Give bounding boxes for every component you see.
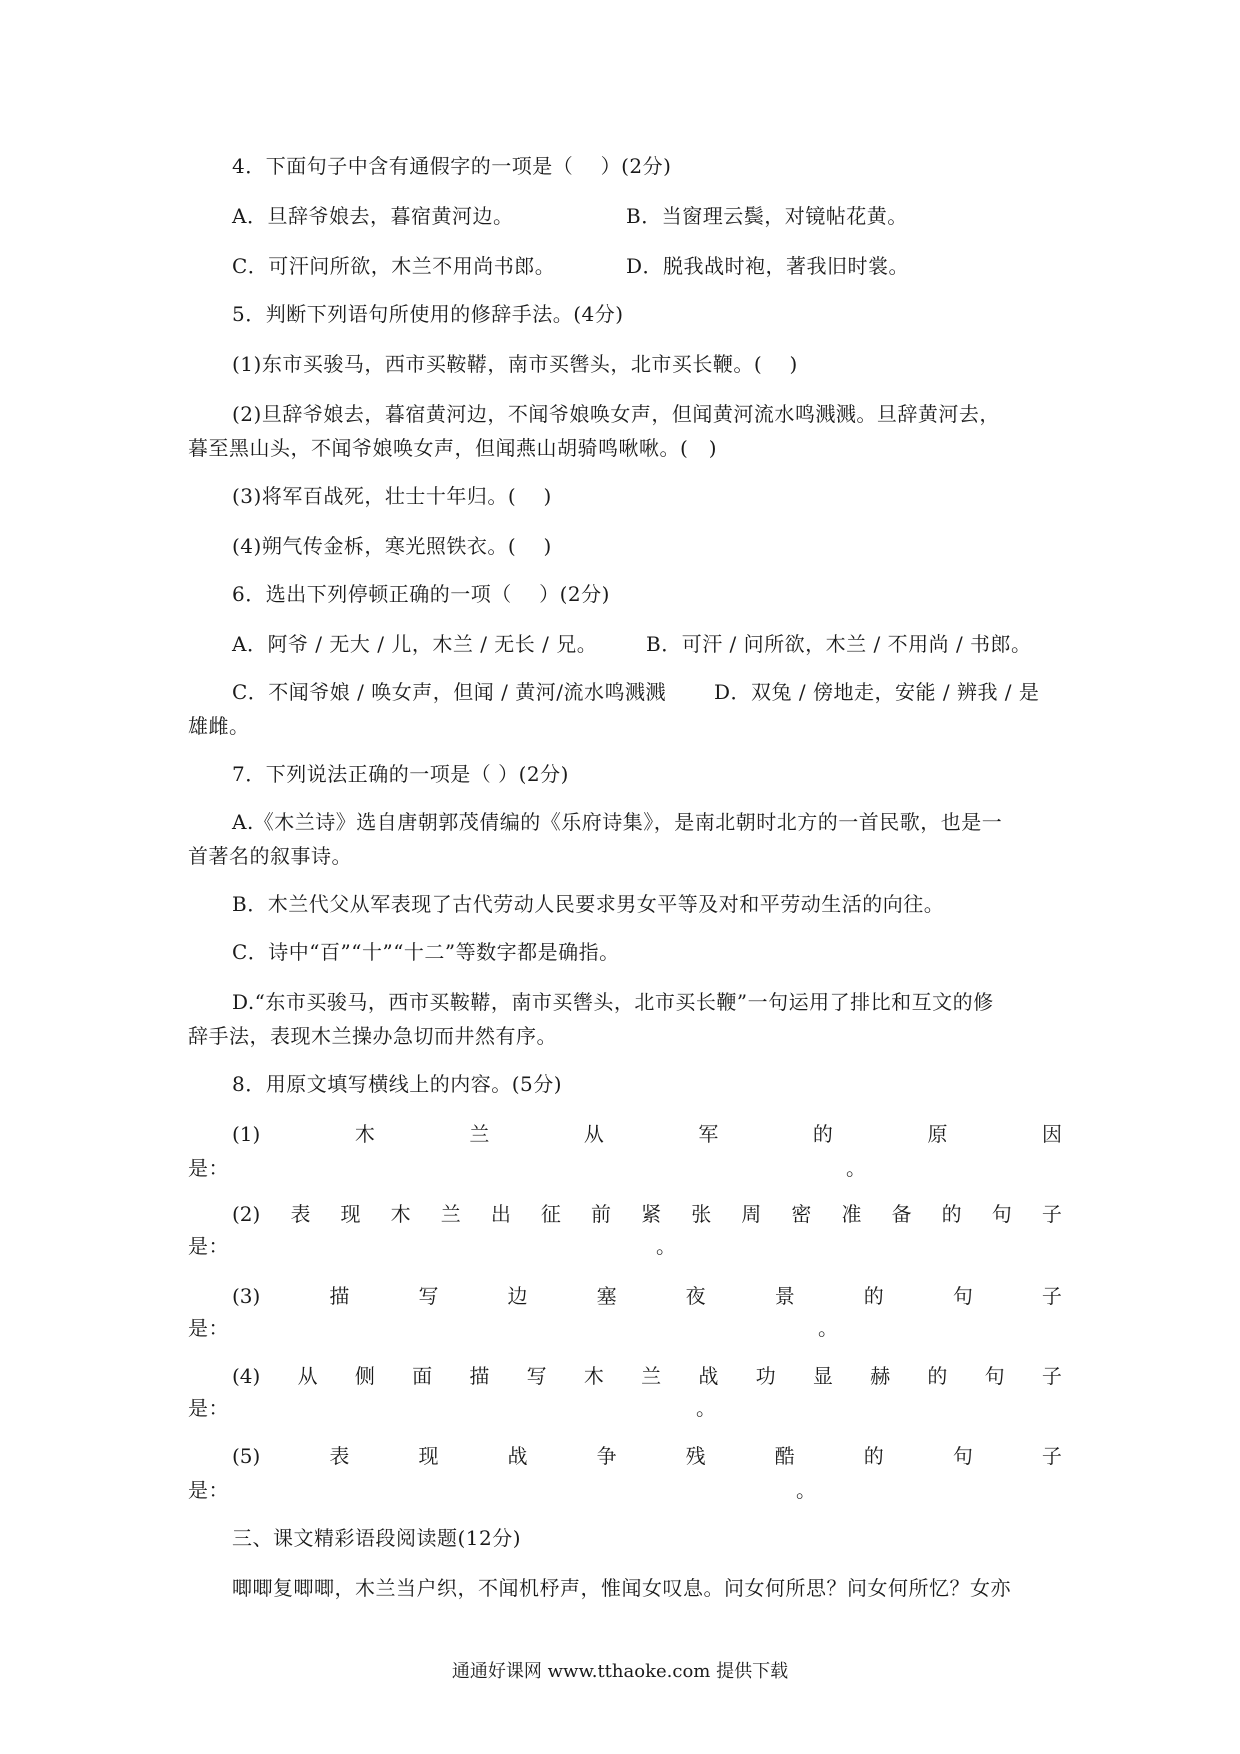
q8-item-2-char: 出 <box>490 1202 511 1226</box>
q8-item-3-answer-label: 是： <box>188 1316 229 1340</box>
q8-item-4-char: 兰 <box>641 1364 662 1388</box>
q8-item-4-char: 的 <box>927 1364 948 1388</box>
q8-item-3-char: 夜 <box>685 1284 706 1308</box>
q8-item-4-char: 从 <box>297 1364 318 1388</box>
q8-item-2-char: 准 <box>841 1202 862 1226</box>
q8-item-5-char: 句 <box>952 1444 973 1468</box>
q8-item-2-char: 征 <box>540 1202 561 1226</box>
q8-item-3-char: 塞 <box>596 1284 617 1308</box>
q8-item-3-char: 的 <box>863 1284 884 1308</box>
q8-item-1-char: 军 <box>698 1122 719 1146</box>
q6-option-a: A．阿爷 / 无大 / 儿，木兰 / 无长 / 兄。 <box>232 632 598 656</box>
q8-item-5-char: 争 <box>596 1444 617 1468</box>
q8-item-4-char: 面 <box>412 1364 433 1388</box>
q8-item-4-char: 显 <box>812 1364 833 1388</box>
q8-item-4-char: 描 <box>469 1364 490 1388</box>
q8-item-3-char: 写 <box>418 1284 439 1308</box>
q6-stem: 6．选出下列停顿正确的一项（ ）(2分) <box>232 582 610 606</box>
q8-item-5-char: 战 <box>507 1444 528 1468</box>
q8-item-5-answer-label: 是： <box>188 1478 229 1502</box>
q8-item-4-char: 句 <box>984 1364 1005 1388</box>
q8-item-4-char: 侧 <box>354 1364 375 1388</box>
q8-item-5-end: 。 <box>796 1478 817 1502</box>
q8-item-1 <box>232 1122 1062 1146</box>
q5-sentence-1: (1)东市买骏马，西市买鞍鞯，南市买辔头，北市买长鞭。( ) <box>232 352 798 376</box>
q8-item-2-char: 紧 <box>641 1202 662 1226</box>
q4-option-a: A．旦辞爷娘去，暮宿黄河边。 <box>232 204 514 228</box>
q8-item-2-char: 张 <box>691 1202 712 1226</box>
q8-item-4-char: (4) <box>232 1364 261 1388</box>
q8-item-5-char: (5) <box>232 1444 261 1468</box>
q8-item-5-char: 现 <box>418 1444 439 1468</box>
q8-item-3-char: 子 <box>1041 1284 1062 1308</box>
q8-item-4-char: 战 <box>698 1364 719 1388</box>
q8-item-3-end: 。 <box>818 1316 839 1340</box>
q8-item-4-char: 功 <box>755 1364 776 1388</box>
q7-option-d-line-1: D.“东市买骏马，西市买鞍鞯，南市买辔头，北市买长鞭”一句运用了排比和互文的修 <box>232 990 994 1014</box>
q8-item-2 <box>232 1202 1062 1226</box>
q8-item-1-char: 兰 <box>469 1122 490 1146</box>
q5-sentence-2-line-1: (2)旦辞爷娘去，暮宿黄河边，不闻爷娘唤女声，但闻黄河流水鸣溅溅。旦辞黄河去， <box>232 402 1000 426</box>
q8-stem: 8．用原文填写横线上的内容。(5分) <box>232 1072 563 1096</box>
q8-item-5 <box>232 1444 1062 1468</box>
q5-sentence-3: (3)将军百战死，壮士十年归。( ) <box>232 484 552 508</box>
q8-item-3-char: 边 <box>507 1284 528 1308</box>
q8-item-2-char: (2) <box>232 1202 261 1226</box>
q8-item-1-char: 从 <box>583 1122 604 1146</box>
q8-item-4-char: 赫 <box>870 1364 891 1388</box>
q7-option-c: C．诗中“百”“十”“十二”等数字都是确指。 <box>232 940 620 964</box>
q4-option-c: C．可汗问所欲，木兰不用尚书郎。 <box>232 254 556 278</box>
q8-item-1-char: 木 <box>354 1122 375 1146</box>
q7-option-d-line-2: 辞手法，表现木兰操办急切而井然有序。 <box>188 1024 557 1048</box>
q4-option-d: D．脱我战时袍，著我旧时裳。 <box>626 254 910 278</box>
q8-item-4 <box>232 1364 1062 1388</box>
q7-option-a-line-1: A.《木兰诗》选自唐朝郭茂倩编的《乐府诗集》，是南北朝时北方的一首民歌，也是一 <box>232 810 1003 834</box>
q8-item-2-char: 密 <box>791 1202 812 1226</box>
q8-item-4-answer-label: 是： <box>188 1396 229 1420</box>
q8-item-2-char: 的 <box>941 1202 962 1226</box>
q8-item-1-answer-label: 是： <box>188 1156 229 1180</box>
q8-item-3-char: 景 <box>774 1284 795 1308</box>
q8-item-1-char: 因 <box>1041 1122 1062 1146</box>
q8-item-2-char: 木 <box>390 1202 411 1226</box>
q8-item-4-char: 写 <box>526 1364 547 1388</box>
q8-item-2-char: 表 <box>290 1202 311 1226</box>
q6-option-b: B．可汗 / 问所欲，木兰 / 不用尚 / 书郎。 <box>646 632 1032 656</box>
q8-item-2-answer-label: 是： <box>188 1234 229 1258</box>
q7-option-b: B．木兰代父从军表现了古代劳动人民要求男女平等及对和平劳动生活的向往。 <box>232 892 945 916</box>
q8-item-2-char: 前 <box>591 1202 611 1226</box>
q8-item-1-end: 。 <box>846 1156 867 1180</box>
q8-item-2-char: 子 <box>1041 1202 1062 1226</box>
q8-item-5-char: 酷 <box>774 1444 795 1468</box>
q8-item-3-char: (3) <box>232 1284 261 1308</box>
q8-item-5-char: 残 <box>685 1444 706 1468</box>
q8-item-4-char: 子 <box>1041 1364 1062 1388</box>
q7-option-a-line-2: 首著名的叙事诗。 <box>188 844 352 868</box>
page-footer: 通通好课网 www.tthaoke.com 提供下载 <box>451 1661 789 1682</box>
section-3-title: 三、课文精彩语段阅读题(12分) <box>232 1526 522 1550</box>
q8-item-2-char: 句 <box>991 1202 1012 1226</box>
q8-item-5-char: 的 <box>863 1444 884 1468</box>
q7-stem: 7．下列说法正确的一项是（ ）(2分) <box>232 762 569 786</box>
q8-item-2-char: 周 <box>741 1202 762 1226</box>
q8-item-5-char: 表 <box>329 1444 350 1468</box>
q6-option-d-line-1: D．双兔 / 傍地走，安能 / 辨我 / 是 <box>714 680 1040 704</box>
q5-sentence-4: (4)朔气传金柝，寒光照铁衣。( ) <box>232 534 552 558</box>
q8-item-3 <box>232 1284 1062 1308</box>
q8-item-5-char: 子 <box>1041 1444 1062 1468</box>
q6-option-c: C．不闻爷娘 / 唤女声，但闻 / 黄河/流水鸣溅溅 <box>232 680 666 704</box>
q8-item-2-end: 。 <box>656 1234 677 1258</box>
section-3-passage: 唧唧复唧唧，木兰当户织，不闻机杼声，惟闻女叹息。问女何所思？问女何所忆？女亦 <box>232 1576 1011 1600</box>
q8-item-1-char: 原 <box>927 1122 948 1146</box>
q8-item-2-char: 备 <box>891 1202 912 1226</box>
q4-option-b: B．当窗理云鬓，对镜帖花黄。 <box>626 204 908 228</box>
q8-item-2-char: 现 <box>340 1202 361 1226</box>
q8-item-4-end: 。 <box>696 1396 717 1420</box>
q4-stem: 4．下面句子中含有通假字的一项是（ ）(2分) <box>232 154 672 178</box>
q5-sentence-2-line-2: 暮至黑山头，不闻爷娘唤女声，但闻燕山胡骑鸣啾啾。( ) <box>188 436 718 460</box>
q8-item-2-char: 兰 <box>440 1202 461 1226</box>
q8-item-3-char: 描 <box>329 1284 350 1308</box>
q8-item-4-char: 木 <box>583 1364 604 1388</box>
q8-item-3-char: 句 <box>952 1284 973 1308</box>
q6-option-d-line-2: 雄雌。 <box>188 714 250 738</box>
q8-item-1-char: (1) <box>232 1122 261 1146</box>
q5-stem: 5．判断下列语句所使用的修辞手法。(4分) <box>232 302 624 326</box>
q8-item-1-char: 的 <box>812 1122 833 1146</box>
